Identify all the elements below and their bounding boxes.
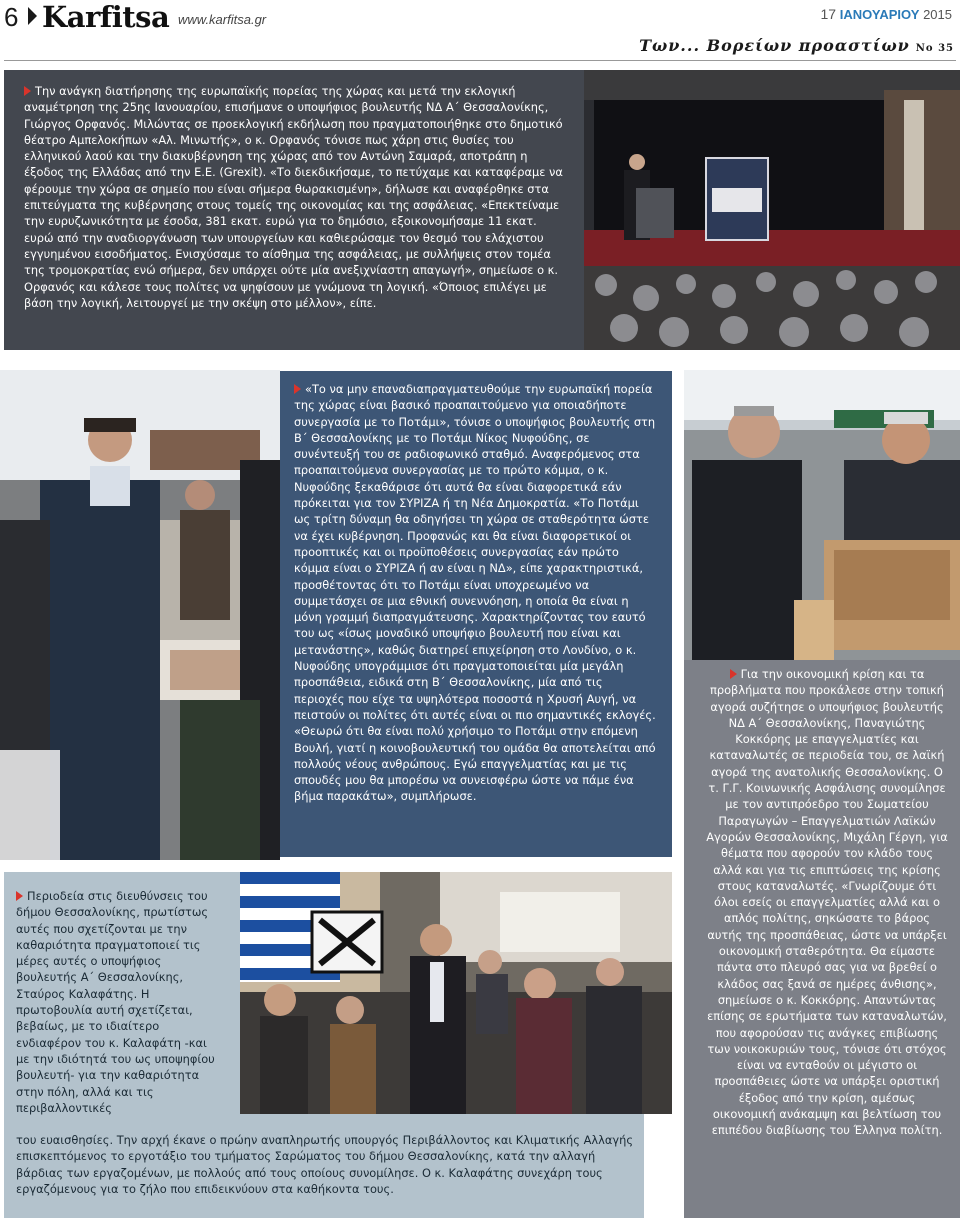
date-day: 17: [820, 6, 837, 22]
photo-orfanos-speech: [584, 70, 960, 350]
article-kalafatis-lead: [16, 888, 221, 1132]
article-orfanos-body: Την ανάγκη διατήρησης της ευρωπαϊκής πορείας της χώρας και μετά την εκλογική αναμέτρηση της 25ης Ιανουαρίου, επισήμανε ο υποψήφιος βουλευτής ΝΔ Α΄ Θεσσαλονίκης, Γιώργος Ορφανός. Μιλώντας σε προεκλογική εκδήλωση που πραγματοποιήθηκε στο δημοτικό θέατρο Αμπελοκήπων «Αλ. Μινωτής», ο κ. Ορφανός τόνισε πως χάρη στις θυσίες του ελληνικού λαού και την διακυβέρνηση της χώρας από τον Αντώνη Σαμαρά, αποτράπη η έξοδος της Ελλάδας από την Ε.Ε. (Grexit). «Το διεκδικήσαμε, το πετύχαμε και καταφέραμε να φέρουμε την χώρα σε σημείο που είναι σήμερα θωρακισμένη», δήλωσε και αναφέρθηκε στα επιτεύγματα της κυβέρνησης στους τομείς της οικονομίας και της ασφάλειας. «Επεκτείναμε την ευρυζωνικότητα με έσοδα, 381 εκατ. ευρώ για το δημόσιο, εξοικονομήσαμε 11 εκατ. ευρώ από την αναδιοργάνωση των υπουργείων και καθιερώσαμε τον θεσμό του ελάχιστου εγγυημένου εισοδήματος. Ενισχύσαμε το αίσθημα της ασφάλειας, με συλλήψεις στον τομέα της τρομοκρατίας ενώ σήμερα, δεν υπάρχει ούτε μία ανεξιχνίαστη απαγωγή», σημείωσε ο κ. Ορφανός και κάλεσε τους πολίτες να ψηφίσουν με γνώμονα τη λογική. «Όποιος επιλέγει με βάση την λογική, λειτουργεί με την σκέψη στο μέλλον», είπε.: [24, 84, 563, 310]
red-triangle-icon: [16, 891, 23, 901]
section-title: [639, 36, 954, 55]
article-kalafatis-rest: του ευαισθησίες. Την αρχή έκανε ο πρώην αναπληρωτής υπουργός Περιβάλλοντος και Κλιματικής Αλλαγής επισκεπτόμενος το εργοτάξιο του τμήματος Σαρώματος του δήμου Θεσσαλονίκης, κατά την αλλαγή βάρδιας των εργαζομένων, με πολλούς από τους οποίους συνομίλησε. Ο κ. Καλαφάτης συνεχάρη τους εργαζόμενους για το ζήλο που επιδεικνύουν στα καθήκοντα τους.: [16, 1133, 634, 1196]
article-nyfoudis-text: [294, 381, 656, 805]
article-kokkoris: [684, 660, 960, 1218]
website-link[interactable]: www.karfitsa.gr: [178, 12, 267, 27]
header-divider: [4, 60, 956, 61]
article-orfanos-text: [24, 83, 568, 311]
article-nyfoudis-body: «Το να μην επαναδιαπραγματευθούμε την ευρωπαϊκή πορεία της χώρας είναι βασικό προαπαιτούμενο για οποιαδήποτε συνεργασία με το Ποτάμι», τόνισε ο υποψήφιος βουλευτής στη Β΄ Θεσσαλονίκης με το Ποτάμι Νίκος Νυφούδης, σε συνέντευξή του σε ραδιοφωνικό σταθμό. Αναφερόμενος στα προαπαιτούμενα συνεργασίας με το πρώτο κόμμα, ο κ. Νυφούδης ξεκαθάρισε ότι αυτά θα είναι διαφορετικά εάν πρόκειται για τον ΣΥΡΙΖΑ ή τη Νέα Δημοκρατία. «Το Ποτάμι ως τρίτη δύναμη θα οδηγήσει τη χώρα σε σταθερότητα ώστε να έχει κυβέρνηση. Προφανώς και θα είναι διαφορετικοί οι προοπτικές και οι προϋποθέσεις συνεργασίας εάν πρώτο κόμμα είναι ο ΣΥΡΙΖΑ ή αν είναι η ΝΔ», είπε χαρακτηριστικά, προσθέτοντας ότι το Ποτάμι είναι υποχρεωμένο να συμμετάσχει σε μια εθνική συνεννόηση, η οποία θα είναι η μόνη γραμμή διαπραγμάτευσης. Χαρακτηρίζοντας τον εαυτό του ως «ίσως μοναδικό υποψήφιο βουλευτή που είναι και μετανάστης», καθώς διατηρεί επιχείρηση στο Λονδίνο, ο κ. Νυφούδης υπογράμμισε ότι πραγματοποιείται μία μεγάλη προσπάθεια, ειδικά στη Β΄ Θεσσαλονίκης, μία από τις περιοχές που είχε τα υψηλότερα ποσοστά η Χρυσή Αυγή, να πειστούν οι πολίτες ότι αυτές είναι οι πιο σημαντικές εκλογές. «Θεωρώ ότι θα είναι πολύ χρήσιμο το Ποτάμι στην επόμενη Βουλή, γιατί η κοινοβουλευτική του ομάδα θα αποτελείται από πολλούς νέους ανθρώπους. Εγώ επαγγελματίας και με τις σπουδές μου θα μπορέσω να συνεισφέρω ώστε να πάμε ένα βήμα παρακάτω», συμπλήρωσε.: [294, 382, 656, 804]
article-kokkoris-body: Για την οικονομική κρίση και τα προβλήματα που προκάλεσε στην τοπική αγορά συζήτησε ο υποψήφιος βουλευτής ΝΔ Α΄ Θεσσαλονίκης, Παναγιώτης Κοκκόρης με επαγγελματίες και καταναλωτές σε περιοδεία του, σε λαϊκή αγορά της ανατολικής Θεσσαλονίκης. Ο τ. Γ.Γ. Κοινωνικής Ασφάλισης συνομίλησε με τον αντιπρόεδρο του Σωματείου Παραγωγών – Επαγγελματιών Λαϊκών Αγορών Θεσσαλονίκης, Μιχάλη Γέργη, για θέματα που αφορούν τον κλάδο τους αλλά και για τις επιπτώσεις της κρίσης στους καταναλωτές. «Γνωρίζουμε ότι όλοι εσείς οι επαγγελματίες αλλά και ο απλός πολίτης, σηκώσατε το βάρος αυτής της προσπάθειας, ώστε να υπάρξει οικονομική σταθερότητα. Θα είμαστε πάντα στο πλευρό σας για να βρεθεί ο κλάδος σας ξανά σε ημέρες άνθισης», σημείωσε ο κ. Κοκκόρης. Απαντώντας επίσης σε ερωτήματα των καταναλωτών, που αφορούσαν τις ανάγκες επιβίωσης των νοικοκυριών τους, τόνισε ότι στόχος είναι να ενταθούν οι μέγιστο οι προσπάθειες ώστε να υπάρξει οριστική έξοδος από την κρίση, αμέσως οικονομική ανάκαμψη και βελτίωση του επιπέδου διαβίωσης του Έλληνα πολίτη.: [706, 667, 948, 1138]
brand-logo: Karfitsa: [42, 0, 170, 34]
photo-kalafatis: [240, 872, 672, 1114]
article-kokkoris-text: [706, 666, 948, 1139]
caret-right-icon: [28, 7, 37, 25]
section-name: Των... Βορείων προαστίων: [639, 36, 910, 55]
article-orfanos: [4, 70, 584, 350]
date-year: 2015: [923, 7, 952, 22]
date-month: ΙΑΝΟΥΑΡΙΟΥ: [839, 7, 920, 22]
article-kalafatis-lead-text: Περιοδεία στις διευθύνσεις του δήμου Θεσσαλονίκης, πρωτίστως αυτές που σχετίζονται με την καθαριότητα πραγματοποιεί τις μέρες αυτές ο υποψήφιος βουλευτής Α΄ Θεσσαλονίκης, Σταύρος Καλαφάτης. Η πρωτοβουλία αυτή σχετίζεται, βεβαίως, με το ιδιαίτερο ενδιαφέρον του κ. Καλαφάτη -και με την ιδιότητά του ως υποψηφίου βουλευτή- για την καθαριότητα στην πόλη, αλλά και τις περιβαλλοντικές: [16, 889, 215, 1115]
red-triangle-icon: [730, 669, 737, 679]
red-triangle-icon: [24, 86, 31, 96]
photo-nyfoudis: [684, 370, 960, 660]
photo-kokkoris-market: [0, 370, 280, 860]
article-nyfoudis: [280, 371, 672, 857]
issue-date: [821, 6, 952, 22]
issue-number: Νο 35: [915, 43, 954, 54]
red-triangle-icon: [294, 384, 301, 394]
page-number: 6: [4, 2, 19, 32]
